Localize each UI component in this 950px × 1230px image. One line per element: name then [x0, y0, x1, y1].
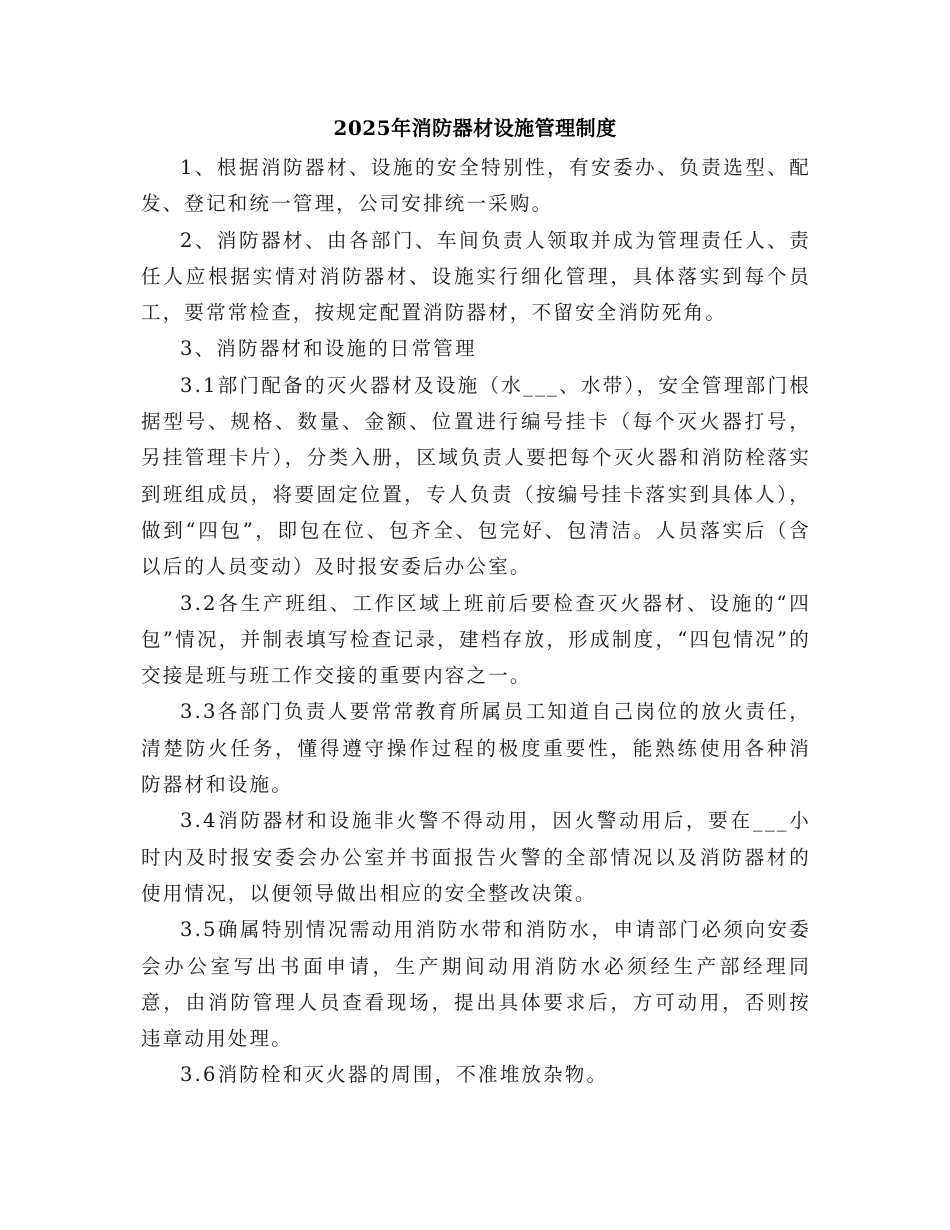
paragraph-3-6: 3.6消防栓和灭火器的周围，不准堆放杂物。 — [180, 1063, 609, 1087]
document-body — [141, 150, 811, 1094]
paragraph-3-2: 3.2各生产班组、工作区域上班前后要检查灭火器材、设施的“四包”情况，并制表填写检查记录，建档存放，形成制度，“四包情况”的交接是班与班工作交接的重要内容之一。 — [141, 591, 811, 688]
paragraph-3-1: 3.1部门配备的灭火器材及设施（水___、水带），安全管理部门根据型号、规格、数量、金额、位置进行编号挂卡（每个灭火器打号，另挂管理卡片），分类入册，区域负责人要把每个灭火器和消防栓落实到班组成员，将要固定位置，专人负责（按编号挂卡落实到具体人），做到“四包”，即包在位、包齐全、包完好、包清洁。人员落实后（含以后的人员变动）及时报安委后办公室。 — [141, 373, 811, 579]
paragraph-3-3: 3.3各部门负责人要常常教育所属员工知道自己岗位的放火责任，清楚防火任务，懂得遵守操作过程的极度重要性，能熟练使用各种消防器材和设施。 — [141, 700, 811, 797]
paragraph-3: 3、消防器材和设施的日常管理 — [180, 337, 477, 361]
paragraph-2: 2、消防器材、由各部门、车间负责人领取并成为管理责任人、责任人应根据实情对消防器材、设施实行细化管理，具体落实到每个员工，要常常检查，按规定配置消防器材，不留安全消防死角。 — [141, 228, 811, 325]
paragraph-3-5: 3.5确属特别情况需动用消防水带和消防水，申请部门必须向安委会办公室写出书面申请，生产期间动用消防水必须经生产部经理同意，由消防管理人员查看现场，提出具体要求后，方可动用，否则按违章动用处理。 — [141, 918, 811, 1051]
document-title: 2025年消防器材设施管理制度 — [333, 116, 617, 140]
paragraph-3-4: 3.4消防器材和设施非火警不得动用，因火警动用后，要在___小时内及时报安委会办公室并书面报告火警的全部情况以及消防器材的使用情况，以便领导做出相应的安全整改决策。 — [141, 809, 811, 905]
paragraph-1: 1、根据消防器材、设施的安全特别性，有安委办、负责选型、配发、登记和统一管理，公司安排统一采购。 — [141, 156, 811, 216]
